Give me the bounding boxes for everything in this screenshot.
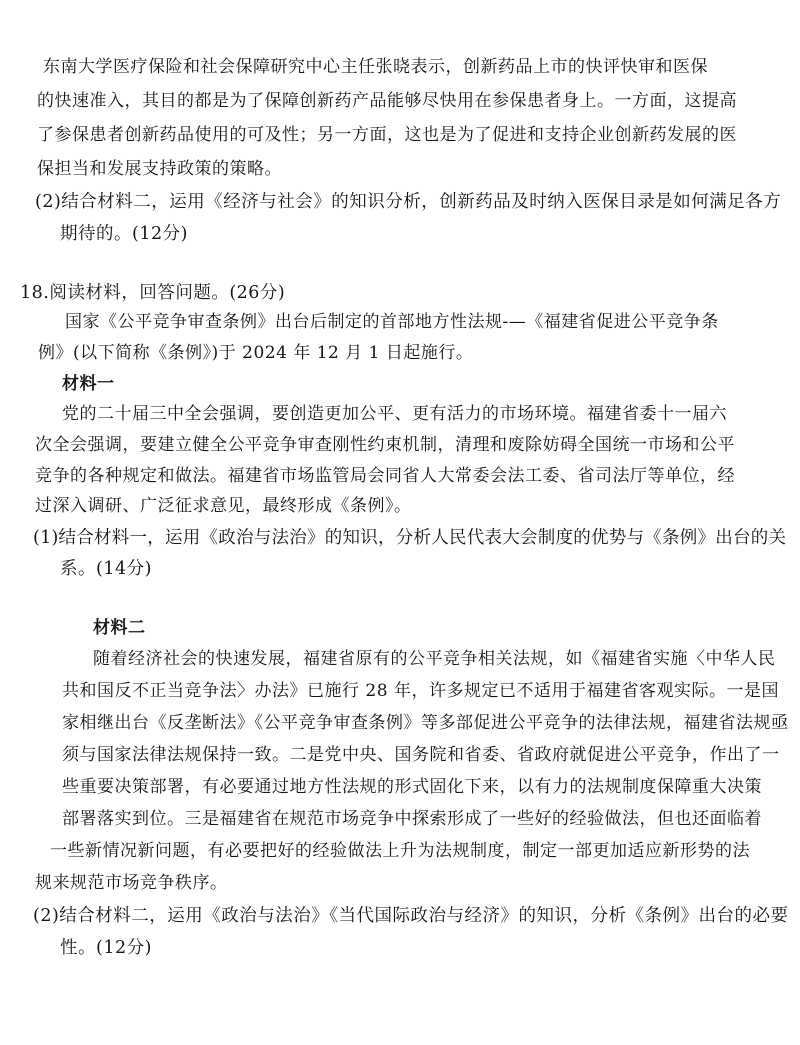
material-1-line: 过深入调研、广泛征求意见，最终形成《条例》。 xyxy=(35,496,412,516)
question-18-2-cont: 性。(12分) xyxy=(60,938,152,958)
material-1-label: 材料一 xyxy=(62,374,115,394)
material-1-line: 党的二十届三中全会强调，要创造更加公平、更有活力的市场环境。福建省委十一届六 xyxy=(62,404,727,424)
material-line: 了参保患者创新药品使用的可及性；另一方面，这也是为了促进和支持企业创新药发展的医 xyxy=(37,125,737,145)
question-17-2-cont: 期待的。(12分) xyxy=(60,224,188,244)
question-18-header: 18.阅读材料，回答问题。(26分) xyxy=(20,283,286,303)
question-17-2: (2)结合材料二，运用《经济与社会》的知识分析，创新药品及时纳入医保目录是如何满足各方 xyxy=(35,192,782,212)
intro-line: 例》(以下简称《条例》)于 2024 年 12 月 1 日起施行。 xyxy=(38,343,474,363)
material-2-line: 规来规范市场竞争秩序。 xyxy=(35,873,228,893)
material-2-line: 一些新情况新问题，有必要把好的经验做法上升为法规制度，制定一部更加适应新形势的法 xyxy=(50,841,750,861)
material-1-line: 竞争的各种规定和做法。福建省市场监管局会同省人大常委会法工委、省司法厅等单位，经 xyxy=(35,466,735,486)
material-line: 东南大学医疗保险和社会保障研究中心主任张晓表示，创新药品上市的快评快审和医保 xyxy=(43,57,708,77)
material-2-line: 部署落实到位。三是福建省在规范市场竞争中探索形成了一些好的经验做法，但也还面临着 xyxy=(62,809,762,829)
material-2-line: 家相继出台《反垄断法》《公平竞争审查条例》等多部促进公平竞争的法律法规，福建省法规亟 xyxy=(62,713,789,733)
intro-line: 国家《公平竞争审查条例》出台后制定的首部地方性法规-—《福建省促进公平竞争条 xyxy=(65,312,719,332)
question-18-1-cont: 系。(14分) xyxy=(60,559,152,579)
question-18-1: (1)结合材料一，运用《政治与法治》的知识，分析人民代表大会制度的优势与《条例》出台的关 xyxy=(33,528,787,548)
material-line: 保担当和发展支持政策的策略。 xyxy=(37,159,282,179)
material-2-line: 共和国反不正当竞争法〉办法》已施行 28 年，许多规定已不适用于福建省客观实际。一是国 xyxy=(62,681,779,701)
material-2-line: 些重要决策部署，有必要通过地方性法规的形式固化下来，以有力的法规制度保障重大决策 xyxy=(62,777,762,797)
question-18-2: (2)结合材料二，运用《政治与法治》《当代国际政治与经济》的知识，分析《条例》出台的必要 xyxy=(33,906,789,926)
material-line: 的快速准入，其目的都是为了保障创新药产品能够尽快用在参保患者身上。一方面，这提高 xyxy=(37,91,737,111)
material-2-line: 随着经济社会的快速发展，福建省原有的公平竞争相关法规，如《福建省实施〈中华人民 xyxy=(93,649,776,669)
material-1-line: 次全会强调，要建立健全公平竞争审查刚性约束机制，清理和废除妨碍全国统一市场和公平 xyxy=(35,435,735,455)
material-2-line: 须与国家法律法规保持一致。二是党中央、国务院和省委、省政府就促进公平竞争，作出了一 xyxy=(62,745,780,765)
material-2-label: 材料二 xyxy=(93,618,146,638)
